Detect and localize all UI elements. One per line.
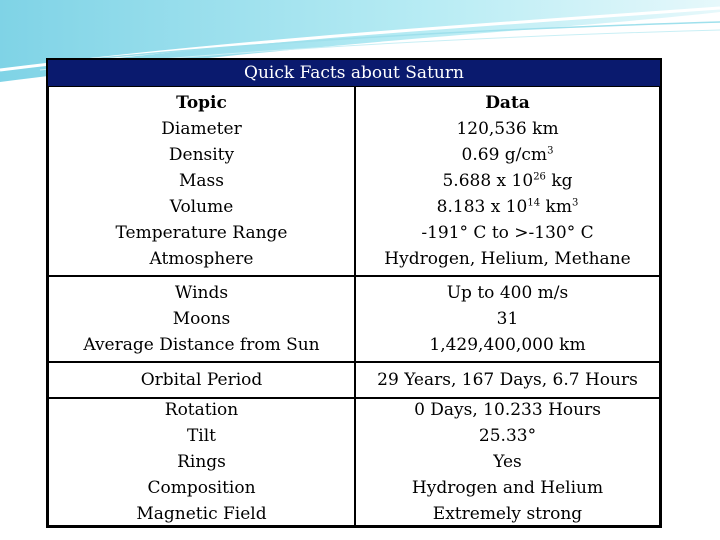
topic-rotation: Rotation [164,400,239,420]
data-volume: 8.183 x $10^{14}$ $km^3$ [436,197,579,217]
topic-orbital-period: Orbital Period [140,370,263,390]
saturn-facts-table [46,58,662,528]
data-density: 0.69 $g/cm^3$ [461,145,554,165]
topic-column-group2 [48,276,355,362]
topic-header: Topic [176,93,227,113]
data-composition: Hydrogen and Helium [411,478,604,498]
topic-tilt: Tilt [186,426,217,446]
data-mass: 5.688 x $10^{26}$ kg [442,171,573,191]
data-column-group1 [355,86,660,276]
topic-moons: Moons [172,309,231,329]
data-atmosphere: Hydrogen, Helium, Methane [384,249,631,269]
table-title: Quick Facts about Saturn [48,60,660,86]
data-winds: Up to 400 m/s [446,283,569,303]
data-header: Data [485,93,530,113]
data-average-distance: 1,429,400,000 km [429,335,586,355]
topic-column-group4 [48,398,355,526]
data-temperature-range: -191° C to >-130° C [421,223,594,243]
topic-rings: Rings [177,452,226,472]
data-magnetic-field: Extremely strong [432,504,583,524]
data-diameter: 120,536 km [456,119,559,139]
topic-winds: Winds [174,283,229,303]
topic-volume: Volume [169,197,234,217]
topic-magnetic-field: Magnetic Field [136,504,267,524]
topic-mass: Mass [179,171,224,191]
topic-diameter: Diameter [161,119,242,139]
topic-column-group1 [48,86,355,276]
data-rings: Yes [493,452,522,472]
data-tilt: 25.33° [478,426,537,446]
data-orbital-period: 29 Years, 167 Days, 6.7 Hours [377,370,638,390]
topic-atmosphere: Atmosphere [149,249,254,269]
data-column-group2 [355,276,660,362]
topic-temperature-range: Temperature Range [115,223,288,243]
topic-column-group3 [48,362,355,398]
topic-density: Density [168,145,235,165]
data-moons: 31 [496,309,519,329]
data-column-group3 [355,362,660,398]
data-rotation: 0 Days, 10.233 Hours [414,400,601,420]
topic-composition: Composition [147,478,256,498]
data-column-group4 [355,398,660,526]
topic-average-distance: Average Distance from Sun [83,335,320,355]
